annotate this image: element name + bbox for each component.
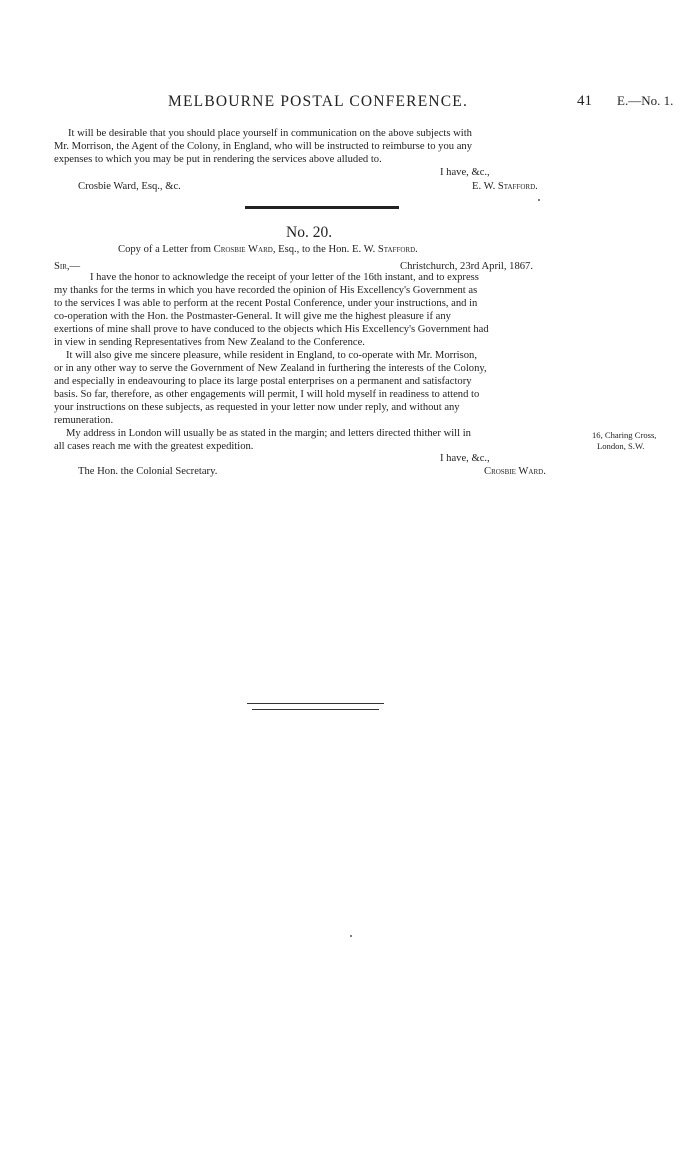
paragraph-line: I have the honor to acknowledge the receipt of your letter of the 16th instant, and to express — [90, 272, 479, 283]
paragraph-line: My address in London will usually be as stated in the margin; and letters directed thither will in — [66, 428, 471, 439]
paragraph-line: all cases reach me with the greatest expedition. — [54, 441, 254, 452]
letter19-line: Mr. Morrison, the Agent of the Colony, in England, who will be instructed to reimburse to you any — [54, 141, 473, 152]
letter-caption — [118, 244, 418, 257]
salutation: Sir,— — [54, 261, 81, 272]
paragraph-line: and especially in endeavouring to place its large postal enterprises on a permanent and satisfactory — [54, 376, 472, 387]
letter-number: No. 20. — [286, 224, 333, 241]
caption-mid: , Esq., to the Hon. — [272, 244, 350, 255]
letter19-line: It will be desirable that you should place yourself in communication on the above subjects with — [68, 128, 472, 139]
paragraph-line: remuneration. — [54, 415, 114, 426]
caption-prefix: Copy of a Letter from — [118, 244, 211, 255]
letter19-signature: E. W. Stafford. — [472, 181, 538, 192]
running-title: MELBOURNE POSTAL CONFERENCE. — [168, 93, 469, 110]
caption-end: . — [415, 244, 418, 255]
end-rule — [252, 709, 379, 710]
paragraph-line: basis. So far, therefore, as other engagements will permit, I will hold myself in readiness to attend to — [54, 389, 480, 400]
caption-to: E. W. Stafford — [352, 244, 416, 255]
letter-addressee: The Hon. the Colonial Secretary. — [78, 466, 218, 477]
place-date: Christchurch, 23rd April, 1867. — [400, 261, 533, 272]
paragraph-line: or in any other way to serve the Government of New Zealand in furthering the interests of the Colony, — [54, 363, 487, 374]
paragraph-line: my thanks for the terms in which you have recorded the opinion of His Excellency's Government as — [54, 285, 478, 296]
scan-speck — [538, 199, 540, 201]
page-number: 41 — [577, 93, 592, 109]
paragraph-line: to the services I was able to perform at the recent Postal Conference, under your instructions, and in — [54, 298, 478, 309]
letter19-addressee: Crosbie Ward, Esq., &c. — [78, 181, 181, 192]
paragraph-line: your instructions on these subjects, as requested in your letter now under reply, and without any — [54, 402, 460, 413]
letter19-closing: I have, &c., — [440, 167, 490, 178]
caption-from: Crosbie Ward — [213, 244, 273, 255]
letter-closing: I have, &c., — [440, 453, 490, 464]
paragraph-line: co-operation with the Hon. the Postmaster-General. It will give me the highest pleasure if any — [54, 311, 451, 322]
section-divider — [245, 206, 399, 209]
letter-signature: Crosbie Ward. — [484, 466, 546, 477]
document-code: E.—No. 1. — [617, 93, 674, 108]
margin-note-line: London, S.W. — [597, 441, 645, 451]
letter19-line: expenses to which you may be put in rendering the services above alluded to. — [54, 154, 382, 165]
end-rule — [247, 703, 384, 704]
paragraph-line: exertions of mine shall prove to have conduced to the objects which His Excellency's Government had — [54, 324, 489, 335]
paragraph-line: in view in sending Representatives from New Zealand to the Conference. — [54, 337, 365, 348]
scan-speck — [350, 935, 352, 937]
margin-note-line: 16, Charing Cross, — [592, 430, 657, 440]
paragraph-line: It will also give me sincere pleasure, while resident in England, to co-operate with Mr. Morrison, — [66, 350, 477, 361]
